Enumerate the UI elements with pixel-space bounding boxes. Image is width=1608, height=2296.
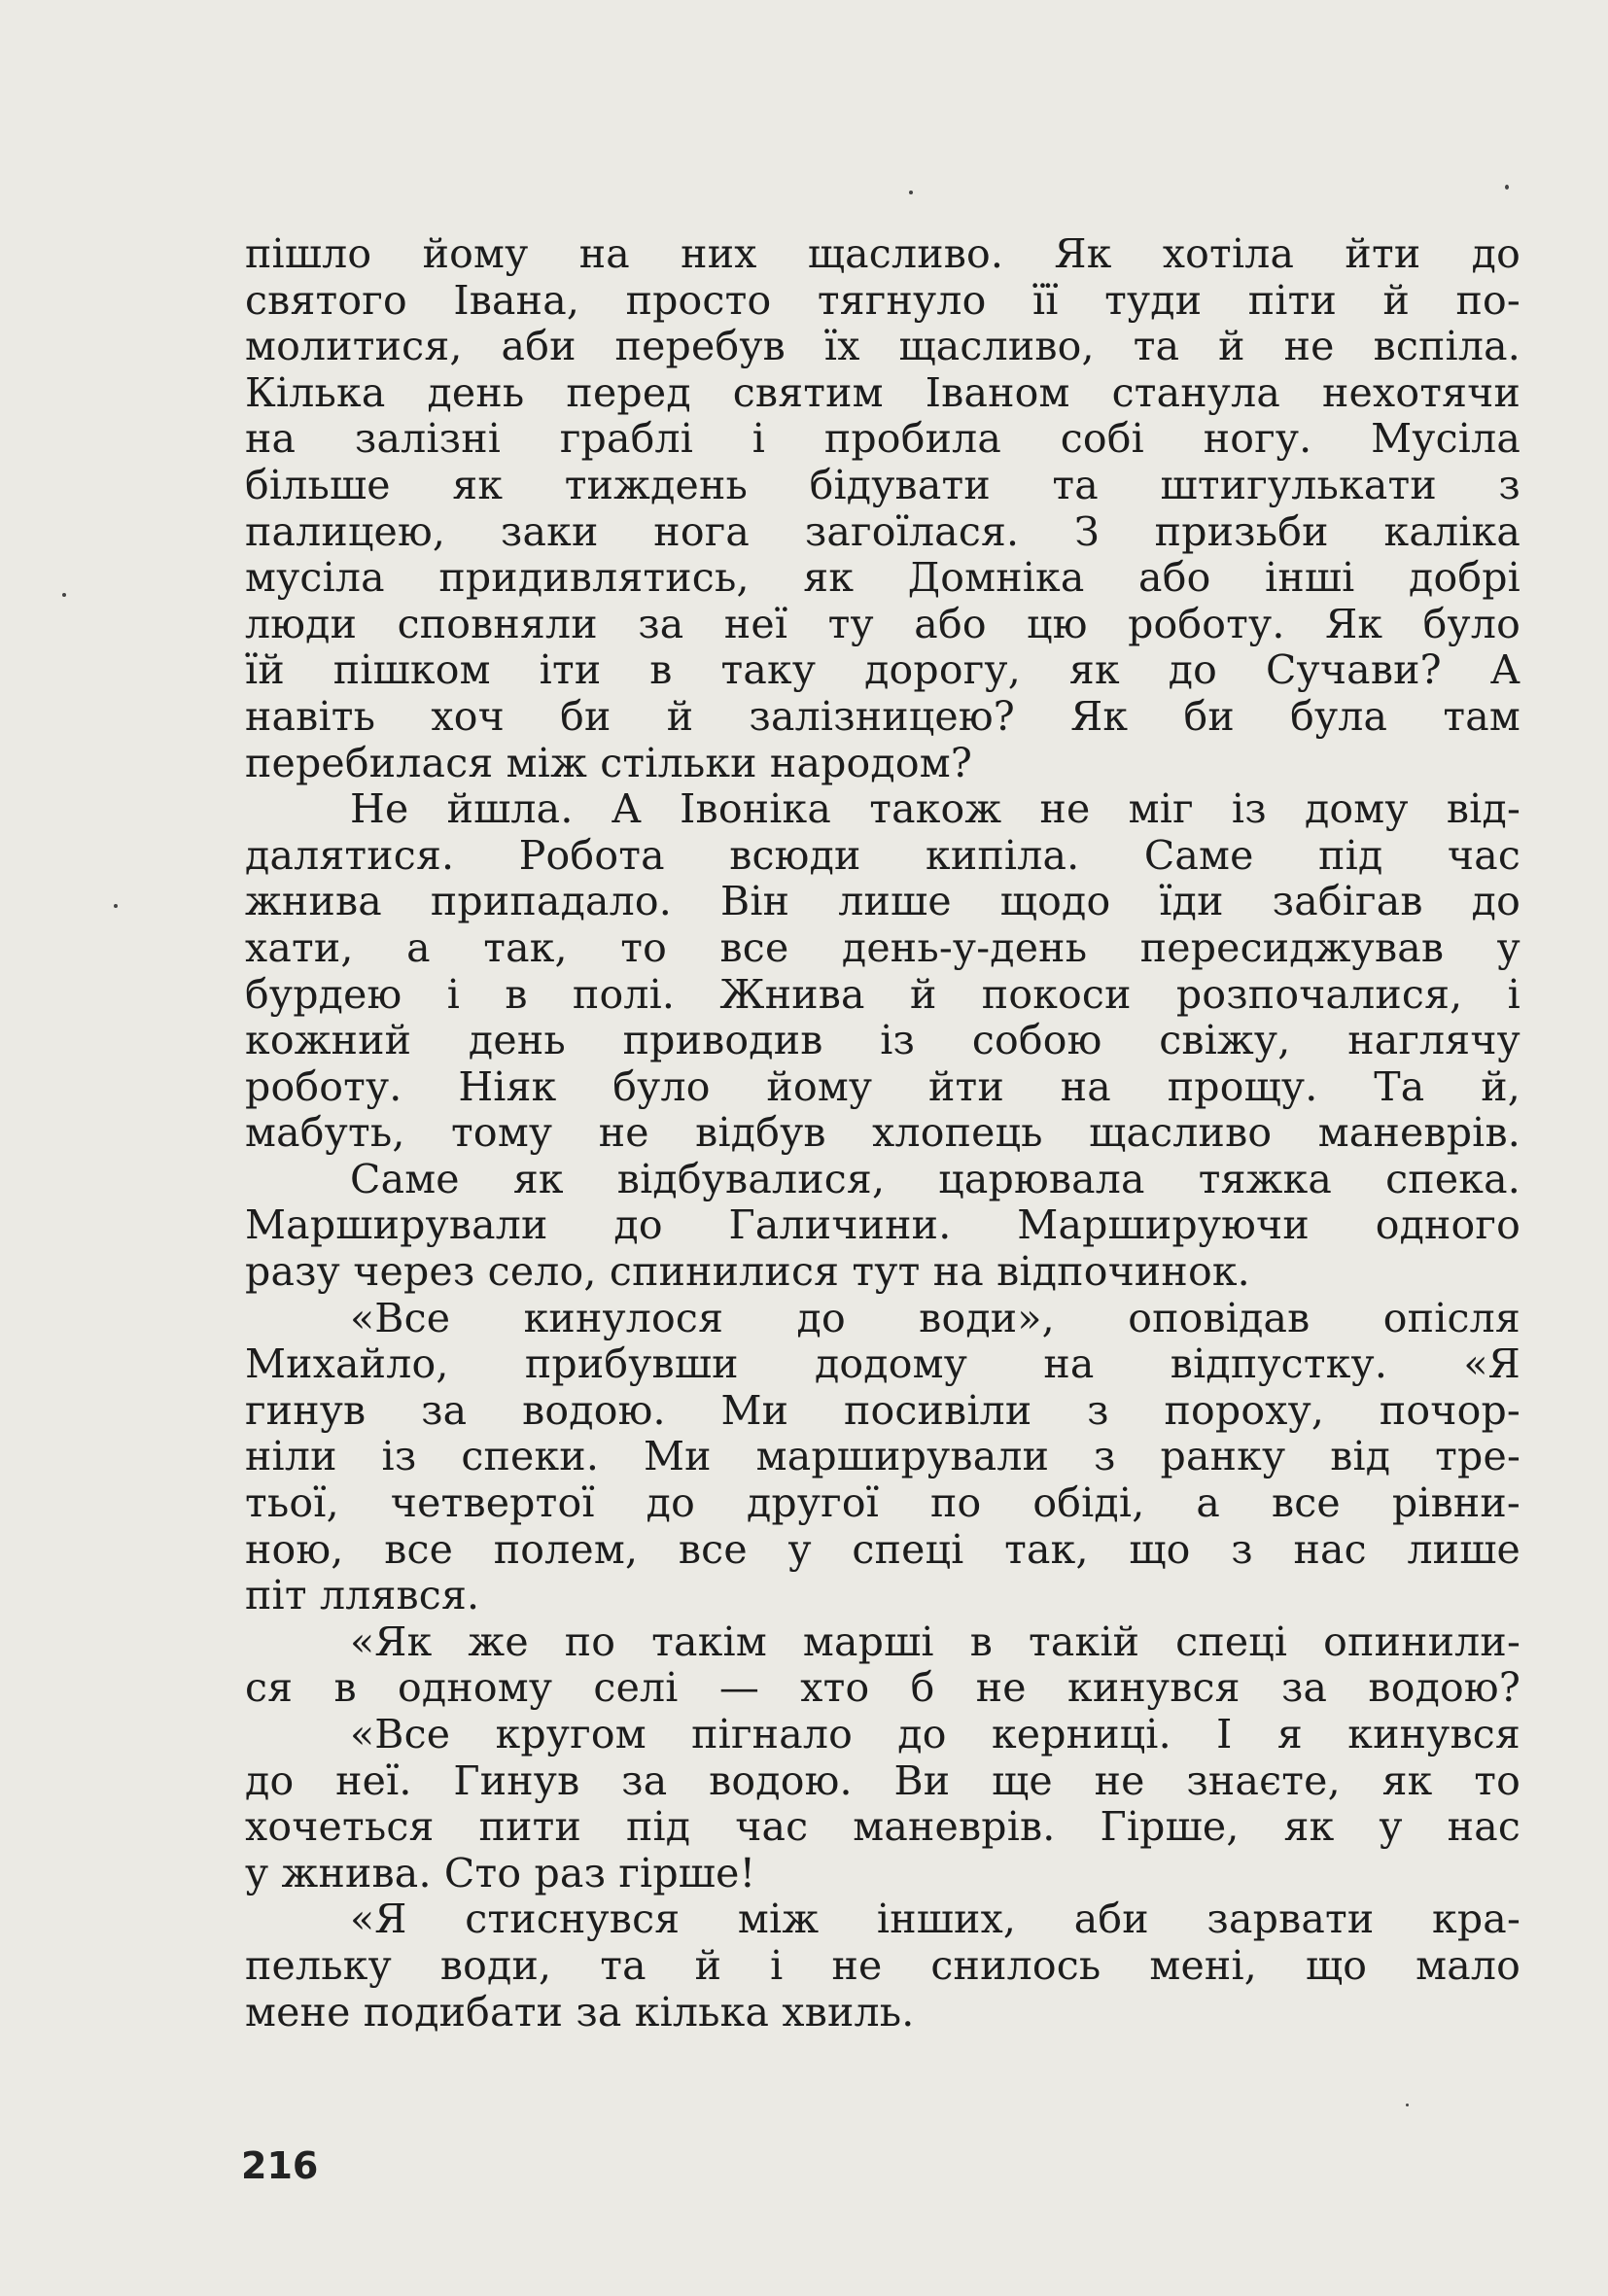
print-speck xyxy=(62,593,66,597)
print-speck xyxy=(909,191,913,194)
text-line: «Як же по такім марші в такій спеці опинили- xyxy=(350,1618,1521,1665)
text-line: до неї. Гинув за водою. Ви ще не знаєте, як то xyxy=(245,1757,1521,1804)
text-line: хочеться пити під час маневрів. Гірше, як у нас xyxy=(245,1803,1521,1851)
print-speck xyxy=(114,904,118,908)
text-line: святого Івана, просто тягнуло її туди піти й по- xyxy=(245,276,1521,324)
text-line: роботу. Ніяк було йому йти на прощу. Та й, xyxy=(245,1062,1521,1110)
text-line: Кілька день перед святим Іваном станула нехотячи xyxy=(245,368,1521,416)
text-line: разу через село, спинилися тут на відпочинок. xyxy=(245,1248,1250,1296)
text-line: навіть хоч би й залізницею? Як би була там xyxy=(245,692,1521,740)
text-line: перебилася між стільки народом? xyxy=(245,739,973,786)
text-line: пішло йому на них щасливо. Як хотіла йти до xyxy=(245,230,1521,277)
text-line: бурдею і в полі. Жнива й покоси розпочалися, і xyxy=(245,970,1521,1018)
text-line: хати, а так, то все день-у-день пересиджував у xyxy=(245,923,1521,971)
text-line: у жнива. Сто раз гірше! xyxy=(245,1849,756,1896)
text-line: «Все кругом пігнало до керниці. І я кинувся xyxy=(350,1711,1521,1757)
text-line: їй пішком іти в таку дорогу, як до Сучави? А xyxy=(245,646,1521,694)
text-line: піт ллявся. xyxy=(245,1572,480,1619)
text-line: Саме як відбувалися, царювала тяжка спека. xyxy=(350,1155,1521,1202)
text-line: мабуть, тому не відбув хлопець щасливо маневрів. xyxy=(245,1109,1521,1157)
text-line: «Все кинулося до води», оповідав опісля xyxy=(350,1294,1521,1341)
text-line: ною, все полем, все у спеці так, що з нас лише xyxy=(245,1525,1521,1573)
text-line: кожний день приводив із собою свіжу, наглячу xyxy=(245,1017,1521,1064)
text-line: на залізні граблі і пробила собі ногу. Мусіла xyxy=(245,415,1521,463)
print-speck xyxy=(1406,2104,1409,2106)
text-line: ніли із спеки. Ми марширували з ранку від тре- xyxy=(245,1433,1521,1480)
text-line: мусіла придивлятись, як Домніка або інші добрі xyxy=(245,554,1521,602)
text-line: ся в одному селі — хто б не кинувся за водою? xyxy=(245,1664,1521,1712)
text-line: пельку води, та й і не снилось мені, що мало xyxy=(245,1941,1521,1989)
text-line: люди сповняли за неї ту або цю роботу. Як було xyxy=(245,600,1521,647)
text-line: палицею, заки нога загоїлася. З призьби каліка xyxy=(245,507,1521,555)
text-line: Марширували до Галичини. Маршируючи одного xyxy=(245,1201,1521,1249)
text-line: жнива припадало. Він лише щодо їди забігав до xyxy=(245,878,1521,925)
text-line: гинув за водою. Ми посивіли з пороху, почор- xyxy=(245,1386,1521,1434)
print-speck xyxy=(1505,185,1509,190)
text-line: молитися, аби перебув їх щасливо, та й не вспіла. xyxy=(245,323,1521,370)
text-line: тьої, четвертої до другої по обіді, а все рівни- xyxy=(245,1479,1521,1527)
page-number: 216 xyxy=(241,2144,319,2187)
text-line: Михайло, прибувши додому на відпустку. «Я xyxy=(245,1340,1521,1388)
text-line: мене подибати за кілька хвиль. xyxy=(245,1988,915,2035)
text-line: «Я стиснувся між інших, аби зарвати кра- xyxy=(350,1896,1521,1943)
body-text xyxy=(245,231,1521,2035)
text-line: більше як тиждень бідувати та штигулькати з xyxy=(245,461,1521,508)
text-line: далятися. Робота всюди кипіла. Саме під час xyxy=(245,831,1521,879)
text-line: Не йшла. А Івоніка також не міг із дому від- xyxy=(350,785,1521,833)
